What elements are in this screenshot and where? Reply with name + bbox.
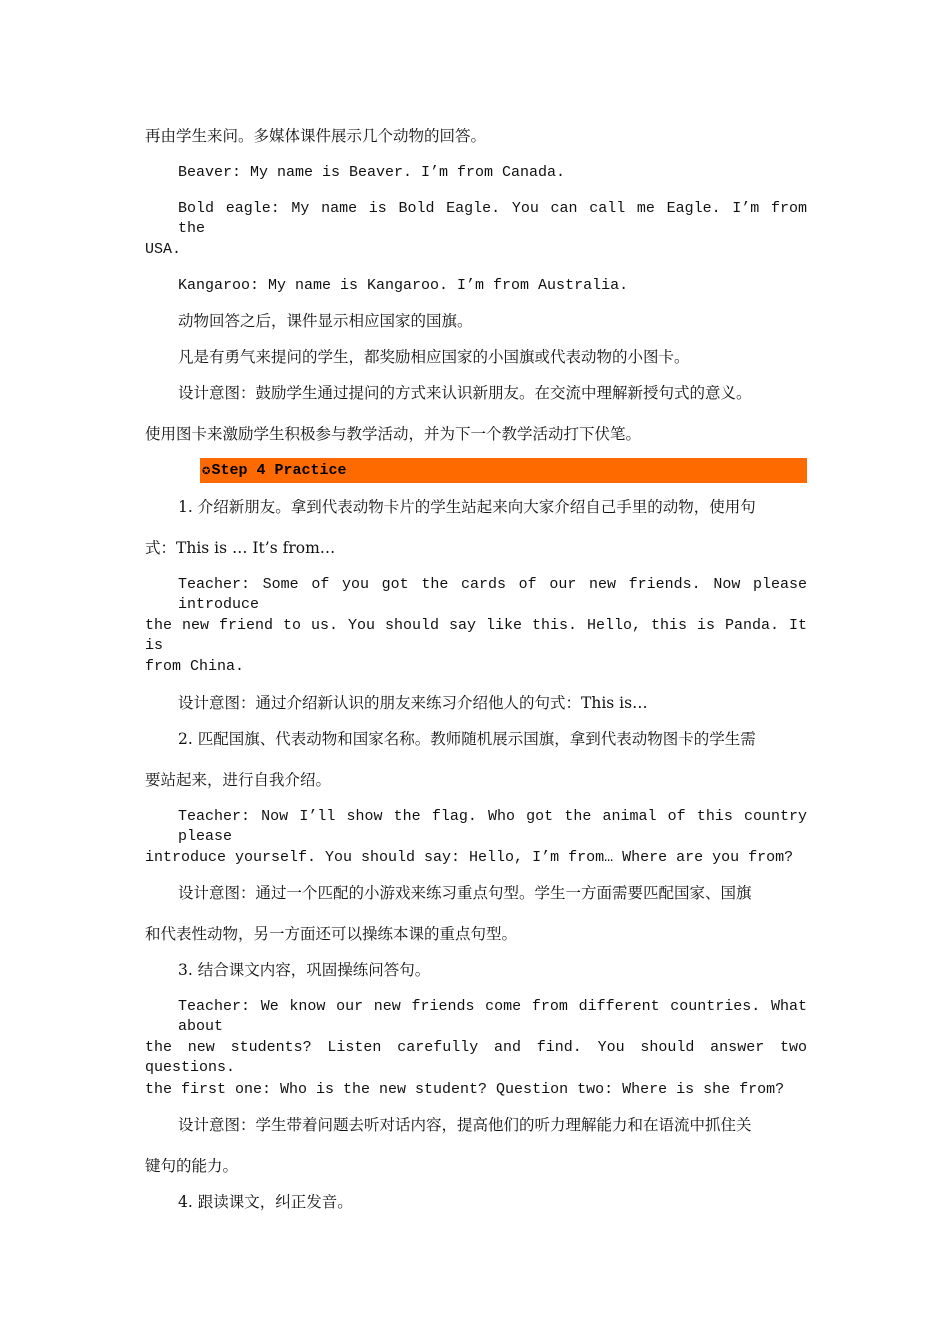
paragraph-line: 4. 跟读课文，纠正发音。 bbox=[178, 1193, 353, 1211]
paragraph-line: Kangaroo: My name is Kangaroo. I’m from Australia. bbox=[178, 277, 629, 294]
paragraph-line: the first one: Who is the new student? Question two: Where is she from? bbox=[145, 1081, 785, 1098]
paragraph-line: 2. 匹配国旗、代表动物和国家名称。教师随机展示国旗，拿到代表动物图卡的学生需 bbox=[178, 730, 756, 748]
paragraph-line: the new friend to us. You should say like this. Hello, this is Panda. It is bbox=[145, 617, 807, 654]
paragraph-line: 设计意图：通过一个匹配的小游戏来练习重点句型。学生一方面需要匹配国家、国旗 bbox=[178, 884, 752, 902]
paragraph-line: 要站起来，进行自我介绍。 bbox=[145, 771, 332, 789]
paragraph-line: Beaver: My name is Beaver. I’m from Canada. bbox=[178, 164, 566, 181]
paragraph-line: Teacher: Now I’ll show the flag. Who got the animal of this country please bbox=[178, 808, 807, 845]
paragraph-line: 使用图卡来激励学生积极参与教学活动，并为下一个教学活动打下伏笔。 bbox=[145, 425, 642, 443]
paragraph-line: 式：This is … It’s from… bbox=[145, 539, 336, 557]
step-heading-text: Step 4 Practice bbox=[211, 462, 347, 479]
paragraph-line: 凡是有勇气来提问的学生，都奖励相应国家的小国旗或代表动物的小图卡。 bbox=[178, 348, 690, 366]
step-heading-bar bbox=[200, 458, 807, 483]
paragraph-line: the new students? Listen carefully and find. You should answer two questions. bbox=[145, 1039, 807, 1076]
paragraph-line: 和代表性动物，另一方面还可以操练本课的重点句型。 bbox=[145, 925, 518, 943]
paragraph-line: 再由学生来问。多媒体课件展示几个动物的回答。 bbox=[145, 127, 487, 145]
paragraph-line: 动物回答之后，课件显示相应国家的国旗。 bbox=[178, 312, 473, 330]
paragraph-line: USA. bbox=[145, 241, 182, 258]
paragraph-line: from China. bbox=[145, 658, 245, 675]
paragraph-line: Bold eagle: My name is Bold Eagle. You can call me Eagle. I’m from the bbox=[178, 200, 807, 237]
paragraph-line: 键句的能力。 bbox=[145, 1157, 239, 1175]
paragraph-line: 设计意图：通过介绍新认识的朋友来练习介绍他人的句式：This is… bbox=[178, 694, 648, 712]
paragraph-line: Teacher: Some of you got the cards of our new friends. Now please introduce bbox=[178, 576, 807, 613]
paragraph-line: 3. 结合课文内容，巩固操练问答句。 bbox=[178, 961, 431, 979]
paragraph-line: 设计意图：鼓励学生通过提问的方式来认识新朋友。在交流中理解新授句式的意义。 bbox=[178, 384, 752, 402]
paragraph-line: 设计意图：学生带着问题去听对话内容，提高他们的听力理解能力和在语流中抓住关 bbox=[178, 1116, 752, 1134]
paragraph-line: Teacher: We know our new friends come from different countries. What about bbox=[178, 998, 807, 1035]
star-icon: ✪ bbox=[202, 463, 211, 479]
paragraph-line: 1. 介绍新朋友。拿到代表动物卡片的学生站起来向大家介绍自己手里的动物，使用句 bbox=[178, 498, 756, 516]
paragraph-line: introduce yourself. You should say: Hello, I’m from… Where are you from? bbox=[145, 849, 794, 866]
